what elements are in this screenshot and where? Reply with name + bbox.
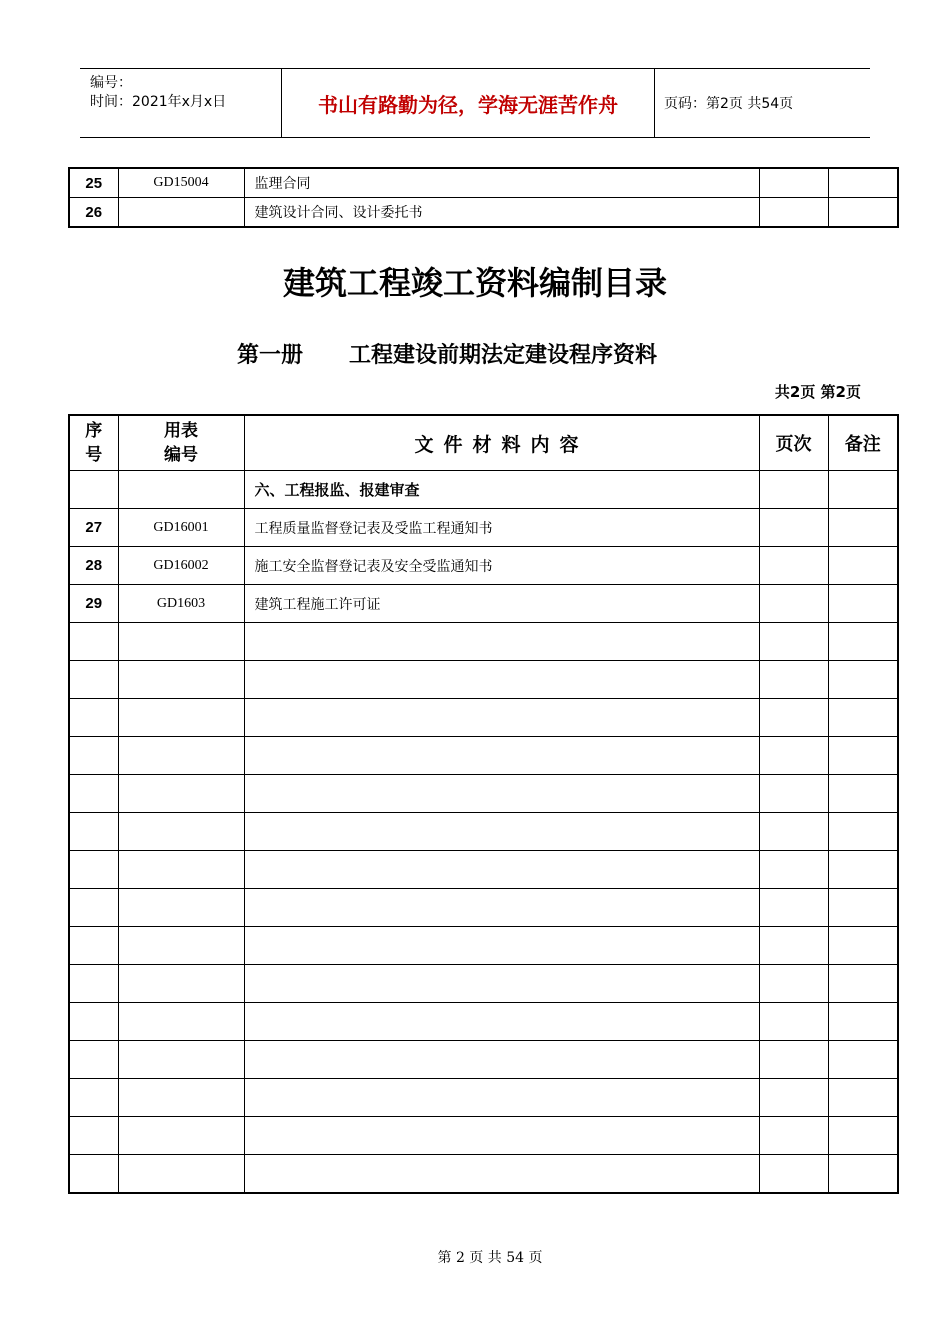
table-header-row [69, 415, 898, 471]
row-pages [759, 198, 828, 228]
section-heading: 六、工程报监、报建审查 [244, 471, 759, 509]
doc-time-label: 时间：2021年x月x日 [90, 94, 227, 110]
row-note [828, 198, 898, 228]
table-row [69, 198, 898, 228]
page-count: 共2页 第2页 [774, 383, 861, 401]
empty-rows [69, 623, 898, 1194]
empty-table-row [69, 699, 898, 737]
header-note: 备注 [828, 415, 898, 471]
empty-table-row [69, 775, 898, 813]
row-content: 建筑工程施工许可证 [244, 585, 759, 623]
empty-table-row [69, 813, 898, 851]
empty-table-row [69, 1041, 898, 1079]
header-page-info: 页码：第2页 共54页 [664, 96, 794, 112]
row-content: 施工安全监督登记表及安全受监通知书 [244, 547, 759, 585]
form-code [118, 198, 244, 228]
table-row [69, 547, 898, 585]
row-number: 28 [69, 547, 118, 585]
empty-table-row [69, 1079, 898, 1117]
row-note [828, 168, 898, 198]
table-row [69, 509, 898, 547]
form-code: GD15004 [118, 168, 244, 198]
row-pages [759, 168, 828, 198]
empty-table-row [69, 965, 898, 1003]
table-row [69, 168, 898, 198]
volume-title: 工程建设前期法定建设程序资料 [348, 343, 657, 368]
empty-table-row [69, 1155, 898, 1194]
empty-table-row [69, 1117, 898, 1155]
doc-number-label: 编号： [90, 75, 132, 91]
empty-table-row [69, 1003, 898, 1041]
row-content: 监理合同 [244, 168, 759, 198]
page-footer: 第 2 页 共 54 页 [437, 1250, 543, 1266]
row-content: 建筑设计合同、设计委托书 [244, 198, 759, 228]
empty-table-row [69, 927, 898, 965]
page-header [80, 68, 870, 138]
catalog-table [68, 414, 899, 1194]
table-row [69, 585, 898, 623]
header-motto: 书山有路勤为径，学海无涯苦作舟 [281, 69, 655, 137]
volume-number: 第一册 [237, 343, 304, 368]
row-number: 25 [69, 168, 118, 198]
row-content: 工程质量监督登记表及受监工程通知书 [244, 509, 759, 547]
header-form-code: 用表 编号 [118, 415, 244, 471]
empty-table-row [69, 623, 898, 661]
form-code: GD16001 [118, 509, 244, 547]
empty-table-row [69, 851, 898, 889]
volume-heading [237, 338, 657, 369]
header-meta [80, 69, 280, 137]
form-code: GD1603 [118, 585, 244, 623]
empty-table-row [69, 889, 898, 927]
row-number: 26 [69, 198, 118, 228]
form-code: GD16002 [118, 547, 244, 585]
previous-page-table [68, 167, 899, 228]
header-seq: 序 号 [69, 415, 118, 471]
section-row [69, 471, 898, 509]
empty-table-row [69, 661, 898, 699]
header-content: 文件材料内容 [244, 415, 759, 471]
empty-table-row [69, 737, 898, 775]
row-number: 27 [69, 509, 118, 547]
row-number: 29 [69, 585, 118, 623]
header-pages: 页次 [759, 415, 828, 471]
document-title: 建筑工程竣工资料编制目录 [282, 264, 667, 302]
